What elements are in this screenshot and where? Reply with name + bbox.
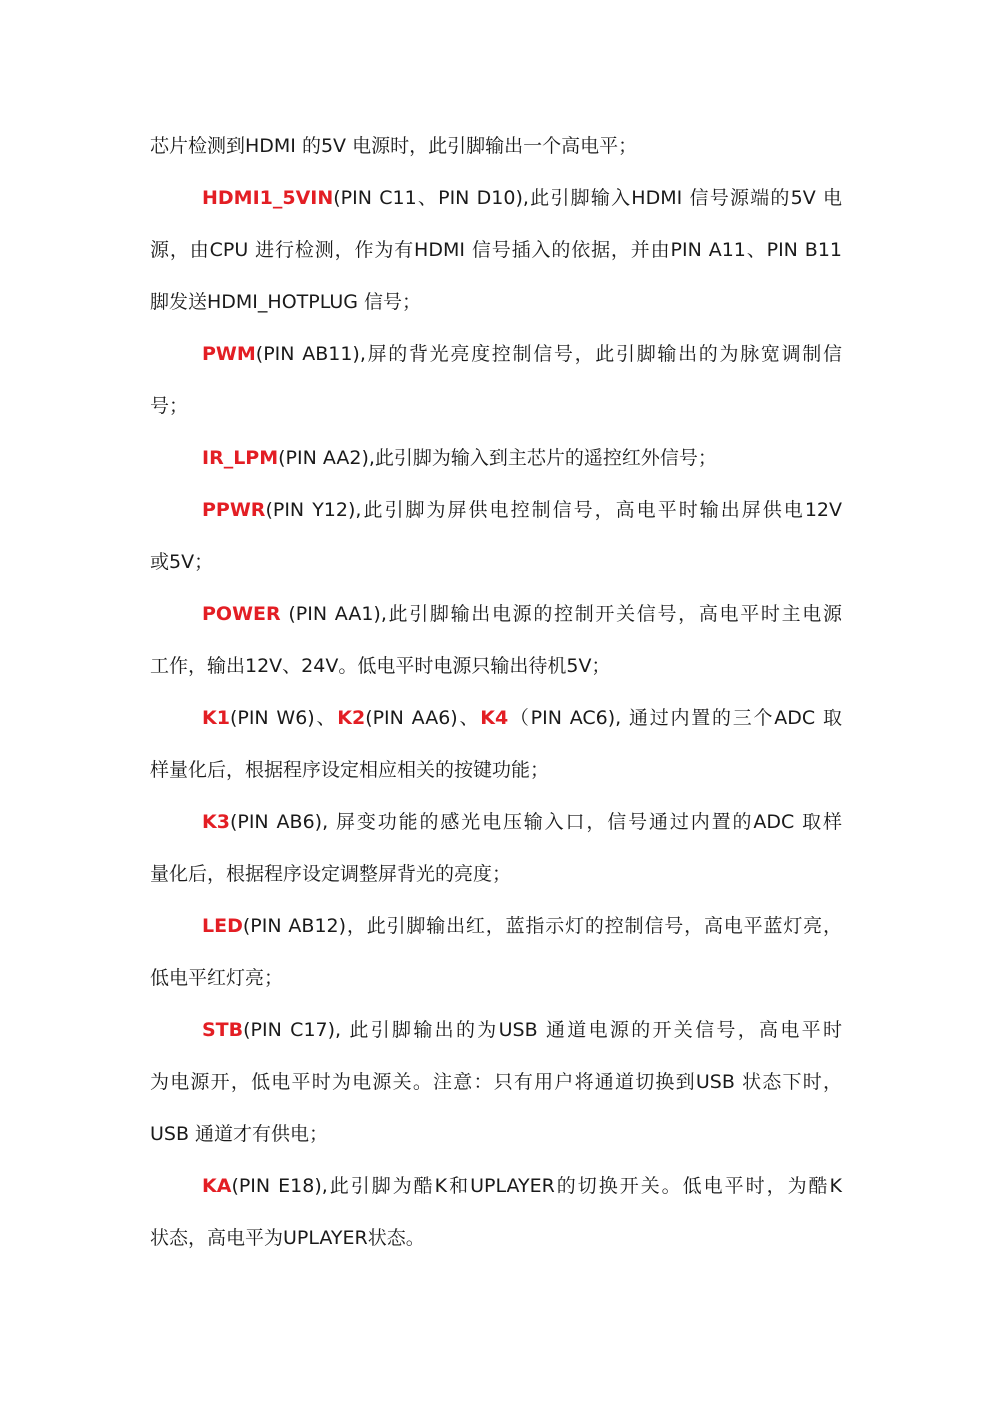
line-text: 工作，输出12V、24V。低电平时电源只输出待机5V；: [150, 655, 611, 677]
line-text: (PIN AA6)、: [365, 707, 481, 729]
pin-name: PWM: [202, 343, 256, 365]
line-text: 号；: [150, 395, 189, 417]
paragraph-ka: [202, 1174, 842, 1198]
pin-name: K4: [480, 707, 509, 729]
pin-name: IR_LPM: [202, 447, 279, 469]
line-text: 状态，高电平为UPLAYER状态。: [150, 1227, 425, 1249]
line-text: USB 通道才有供电；: [150, 1123, 329, 1145]
line-text: 低电平红灯亮；: [150, 967, 284, 989]
text-line: [150, 134, 842, 158]
line-text: 芯片检测到HDMI 的5V 电源时，此引脚输出一个高电平；: [150, 135, 638, 157]
paragraph-k3: [202, 810, 842, 834]
line-text: 量化后，根据程序设定调整屏背光的亮度；: [150, 863, 512, 885]
line-text: 为电源开，低电平时为电源关。注意：只有用户将通道切换到USB 状态下时，: [150, 1071, 842, 1093]
line-text: (PIN AB12)，此引脚输出红，蓝指示灯的控制信号，高电平蓝灯亮，: [242, 915, 842, 937]
text-line: [150, 238, 842, 262]
line-text: 脚发送HDMI_HOTPLUG 信号；: [150, 291, 422, 313]
pin-name: K3: [202, 811, 230, 833]
text-line: [150, 394, 842, 418]
text-line: [150, 966, 842, 990]
line-text: (PIN W6)、: [229, 707, 338, 729]
paragraph-pwm: [202, 342, 842, 366]
line-text: 或5V；: [150, 551, 214, 573]
line-text: (PIN AB11),屏的背光亮度控制信号，此引脚输出的为脉宽调制信: [255, 343, 842, 365]
pin-name: HDMI1_5VIN: [202, 187, 334, 209]
pin-name: KA: [202, 1175, 232, 1197]
text-line: [150, 862, 842, 886]
line-text: (PIN C11、PIN D10),此引脚输入HDMI 信号源端的5V 电: [333, 187, 842, 209]
paragraph-hdmi1-5vin: [202, 186, 842, 210]
pin-name: K1: [202, 707, 230, 729]
pin-name: LED: [202, 915, 243, 937]
line-text: 样量化后，根据程序设定相应相关的按键功能；: [150, 759, 550, 781]
paragraph-k1-k2-k4: [202, 706, 842, 730]
paragraph-ir-lpm: [202, 446, 842, 470]
paragraph-ppwr: [202, 498, 842, 522]
line-text: （PIN AC6), 通过内置的三个ADC 取: [508, 707, 842, 729]
pin-name: PPWR: [202, 499, 266, 521]
paragraph-led: [202, 914, 842, 938]
paragraph-stb: [202, 1018, 842, 1042]
line-text: (PIN AA2),此引脚为输入到主芯片的遥控红外信号；: [278, 447, 717, 469]
paragraph-power: [202, 602, 842, 626]
line-text: (PIN Y12),此引脚为屏供电控制信号，高电平时输出屏供电12V: [265, 499, 842, 521]
text-line: [150, 1070, 842, 1094]
text-line: [150, 758, 842, 782]
line-text: (PIN E18),此引脚为酷K和UPLAYER的切换开关。低电平时，为酷K: [231, 1175, 842, 1197]
pin-name: K2: [337, 707, 366, 729]
line-text: (PIN AB6), 屏变功能的感光电压输入口，信号通过内置的ADC 取样: [229, 811, 842, 833]
pin-name: STB: [202, 1019, 244, 1041]
line-text: (PIN AA1),此引脚输出电源的控制开关信号，高电平时主电源: [280, 603, 842, 625]
text-line: [150, 1122, 842, 1146]
line-text: 源，由CPU 进行检测，作为有HDMI 信号插入的依据，并由PIN A11、PIN B11: [150, 239, 842, 261]
text-line: [150, 550, 842, 574]
text-line: [150, 290, 842, 314]
text-line: [150, 654, 842, 678]
text-line: [150, 1226, 842, 1250]
line-text: (PIN C17), 此引脚输出的为USB 通道电源的开关信号，高电平时: [243, 1019, 842, 1041]
pin-name: POWER: [202, 603, 281, 625]
